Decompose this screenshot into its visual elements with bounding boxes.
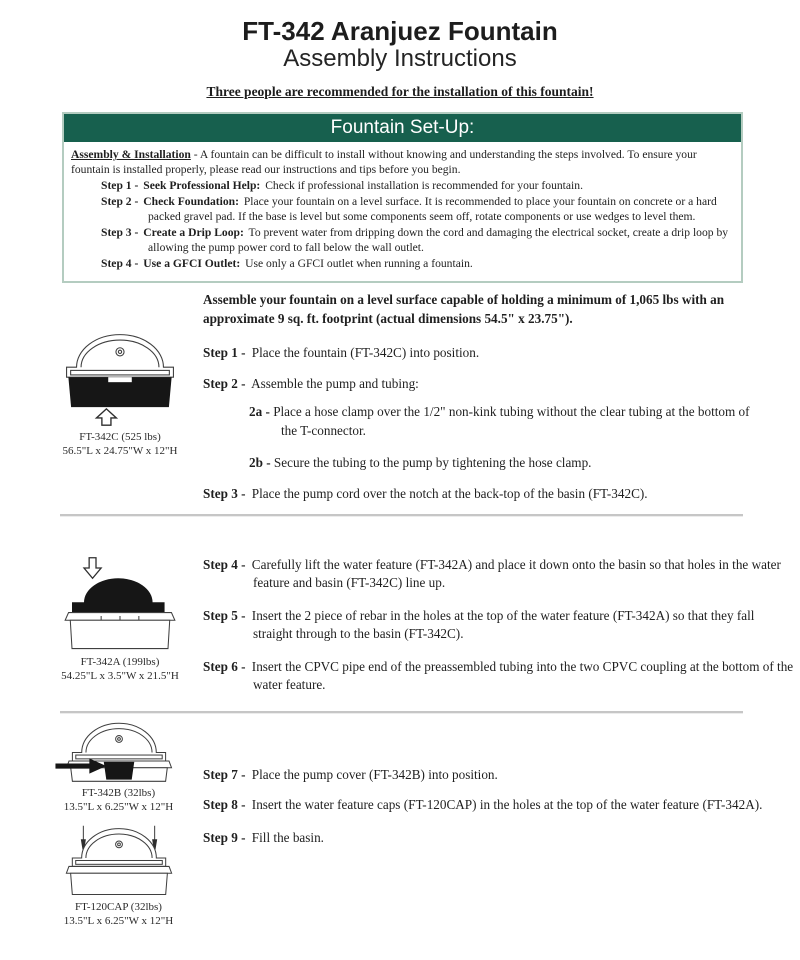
step-7 (203, 766, 785, 784)
step-5-label: Step 5 - (203, 607, 246, 623)
setup-intro (71, 147, 732, 177)
step-2a-text: Place a hose clamp over the 1/2" non-kink tubing without the clear tubing at the bottom of the T-connector. (273, 404, 750, 438)
step-3-label: Step 3 - (203, 485, 246, 501)
step-6-text: Insert the CPVC pipe end of the preassembled tubing into the two CPVC coupling at the bottom of the water feature. (251, 658, 794, 693)
step-2a-label: 2a - (249, 404, 270, 420)
setup-step-2 (101, 194, 732, 224)
step-7-text: Place the pump cover (FT-342B) into position. (251, 767, 498, 782)
setup-step-3-label: Step 3 - (101, 226, 139, 240)
assembly-section-2 (203, 556, 794, 695)
figure-ft342c-dimensions: 56.5"L x 24.75"W x 12"H (62, 445, 178, 458)
figure-ft120cap-name: FT-120CAP (32lbs) (75, 901, 162, 913)
setup-intro-text: - A fountain can be difficult to install without knowing and understanding the steps involved. To ensure your fountain is installed properly, please read our instructions and tips before you begin. (71, 148, 697, 177)
step-1 (203, 344, 785, 362)
step-8 (203, 796, 798, 814)
fountain-setup-box (62, 112, 743, 283)
figure-ft342c-caption (50, 430, 190, 459)
setup-step-2-label: Step 2 - (101, 195, 139, 209)
step-9-label: Step 9 - (203, 829, 246, 845)
pump-cover-illustration (55, 722, 183, 783)
setup-step-4 (101, 256, 732, 271)
step-2b-label: 2b - (249, 455, 271, 471)
setup-step-4-label: Step 4 - (101, 257, 139, 271)
setup-step-1-title: Seek Professional Help: (143, 179, 261, 193)
setup-step-4-title: Use a GFCI Outlet: (143, 257, 241, 271)
step-6 (203, 658, 798, 695)
down-arrow-icon (84, 558, 101, 579)
assembly-section-1 (203, 290, 785, 503)
assembly-intro: Assemble your fountain on a level surface capable of holding a minimum of 1,065 lbs with an approximate 9 sq. ft. footprint (actual dimensions 54.5" x 23.75"). (203, 292, 725, 327)
setup-step-1-label: Step 1 - (101, 179, 139, 193)
figure-ft342b-name: FT-342B (32lbs) (81, 787, 156, 799)
step-9 (203, 829, 785, 847)
page-subtitle: Assembly Instructions (283, 45, 517, 73)
figure-ft342b-dimensions: 13.5"L x 6.25"W x 12"H (63, 801, 174, 814)
step-4-label: Step 4 - (203, 557, 246, 572)
step-3 (203, 485, 785, 503)
step-5 (203, 607, 785, 644)
figure-ft120cap-dimensions: 13.5"L x 6.25"W x 12"H (63, 915, 174, 928)
setup-step-4-text: Use only a GFCI outlet when running a fountain. (245, 257, 473, 271)
page-title: FT-342 Aranjuez Fountain (242, 16, 558, 46)
figure-ft120cap-caption (46, 900, 191, 929)
figure-ft342c-name: FT-342C (525 lbs) (79, 431, 161, 443)
step-4-text: Carefully lift the water feature (FT-342A) and place it down onto the basin so that holes in the water feature and basin (FT-342C) line up. (251, 557, 781, 591)
section-divider-1 (60, 514, 743, 517)
setup-box-body (64, 142, 741, 281)
water-feature-illustration (60, 556, 180, 652)
setup-step-1-text: Check if professional installation is recommended for your fountain. (265, 179, 583, 193)
figure-ft342b-caption (46, 786, 191, 815)
figure-ft342a (50, 556, 190, 684)
setup-step-2-text: Place your fountain on a level surface. It is recommended to place your fountain on concrete or a hard packed gravel pad. If the base is level but some components seem off, rotate components or use wedges to level them. (148, 195, 717, 224)
step-1-label: Step 1 - (203, 345, 246, 361)
figure-ft342b (46, 722, 191, 815)
document-header (0, 18, 800, 100)
step-2-label: Step 2 - (203, 375, 246, 391)
step-2-text: Assemble the pump and tubing: (251, 375, 419, 391)
step-6-label: Step 6 - (203, 658, 246, 674)
setup-step-3-text: To prevent water from dripping down the cord and damaging the electrical socket, create a drip loop by allowing the pump power cord to fall below the wall outlet. (148, 226, 729, 255)
step-4 (203, 556, 785, 593)
up-arrow-icon (96, 409, 116, 425)
step-1-text: Place the fountain (FT-342C) into position. (251, 345, 480, 361)
setup-step-2-title: Check Foundation: (143, 195, 239, 209)
figure-ft342a-caption (50, 655, 190, 684)
step-9-text: Fill the basin. (251, 829, 324, 845)
step-2a (249, 403, 761, 440)
figure-ft342c (50, 331, 190, 459)
step-8-text: Insert the water feature caps (FT-120CAP) in the holes at the top of the water feature (FT-342A). (251, 797, 763, 813)
setup-step-3-title: Create a Drip Loop: (143, 226, 244, 240)
figure-ft342a-name: FT-342A (199lbs) (80, 656, 160, 668)
installation-warning: Three people are recommended for the installation of this fountain! (206, 83, 594, 99)
step-2 (203, 375, 785, 393)
step-2b-text: Secure the tubing to the pump by tightening the hose clamp. (273, 455, 592, 471)
setup-intro-label: Assembly & Installation (71, 148, 191, 161)
step-3-text: Place the pump cord over the notch at the back-top of the basin (FT-342C). (251, 485, 648, 501)
feature-caps-illustration (55, 824, 183, 897)
setup-box-header: Fountain Set-Up: (64, 114, 741, 142)
step-5-text: Insert the 2 piece of rebar in the holes at the top of the water feature (FT-342A) so that they fall straight through to the basin (FT-342C). (251, 607, 755, 642)
fountain-basin-illustration (61, 331, 179, 427)
section-divider-2 (60, 711, 743, 714)
assembly-section-3 (203, 766, 785, 847)
step-2b (249, 454, 785, 472)
figure-ft120cap (46, 824, 191, 929)
figure-ft342a-dimensions: 54.25"L x 3.5"W x 21.5"H (61, 670, 179, 683)
step-8-label: Step 8 - (203, 797, 246, 813)
step-7-label: Step 7 - (203, 767, 246, 782)
setup-step-3 (101, 225, 732, 255)
setup-step-1 (101, 178, 732, 193)
